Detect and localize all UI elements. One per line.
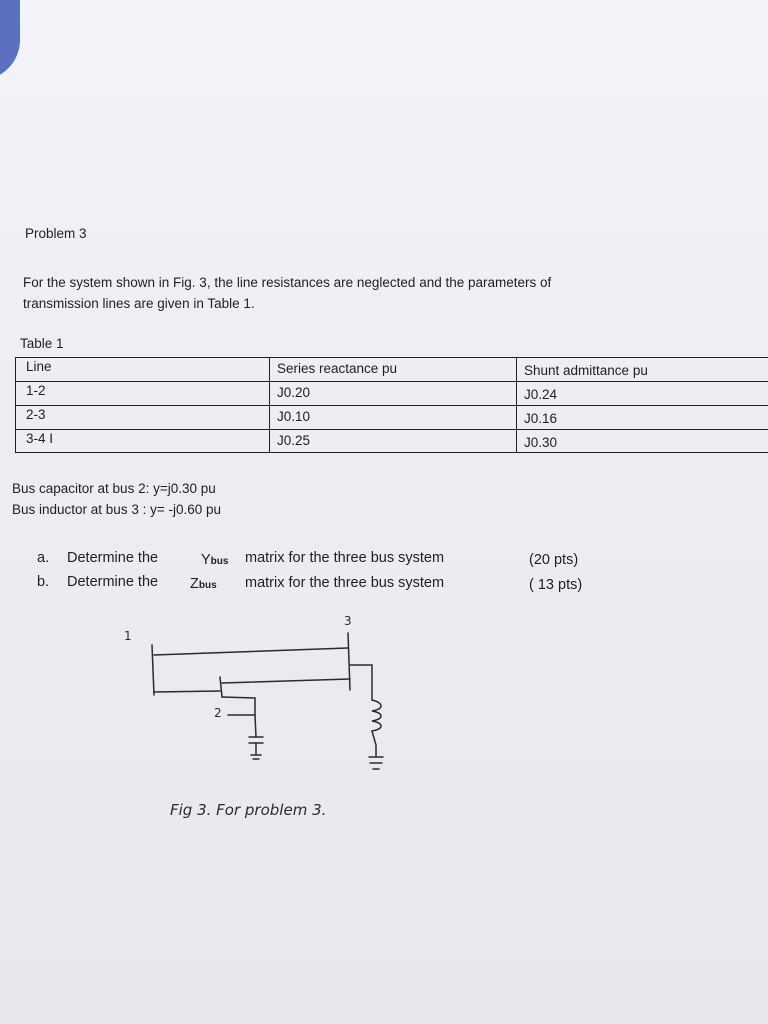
- figure-caption: Fig 3. For problem 3.: [170, 801, 327, 819]
- bus-3-label: 3: [344, 614, 352, 628]
- bus-3-bar: [348, 633, 350, 690]
- table-cell: 3-4 I: [26, 431, 54, 446]
- question-prefix: Determine the: [67, 574, 159, 590]
- thumb-shadow: [0, 0, 20, 80]
- table-cell: 2-3: [26, 407, 46, 422]
- table-header-series: Series reactance pu: [277, 361, 398, 376]
- table-cell: J0.24: [524, 387, 558, 402]
- question-letter: a.: [37, 550, 50, 566]
- table-label: Table 1: [20, 336, 64, 351]
- table-cell: J0.20: [277, 385, 311, 400]
- zbus-subscript: bus: [198, 580, 217, 591]
- problem-intro: [23, 272, 551, 314]
- parameter-table: [15, 357, 768, 453]
- capacitor-lead: [255, 715, 256, 737]
- inductor-ground: [369, 731, 383, 769]
- table-rule: [15, 357, 16, 453]
- table-rule: [516, 357, 517, 453]
- bus-1-bar: [152, 645, 154, 695]
- bus-capacitor-text: Bus capacitor at bus 2: y=j0.30 pu: [12, 481, 216, 496]
- bus-3-feeder: [350, 665, 372, 700]
- table-rule: [15, 357, 768, 358]
- zbus-symbol: Z: [190, 576, 199, 592]
- table-header-shunt: Shunt admittance pu: [524, 363, 648, 378]
- line-1-2: [154, 691, 220, 692]
- table-cell: J0.25: [277, 433, 311, 448]
- question-symbol: [190, 576, 217, 592]
- question-points: (20 pts): [529, 552, 579, 568]
- capacitor-ground: [251, 743, 261, 759]
- question-text: matrix for the three bus system: [245, 550, 445, 566]
- table-cell: 1-2: [26, 383, 46, 398]
- ybus-symbol: Y: [201, 552, 211, 568]
- bus-2-bar: [220, 677, 222, 697]
- bus-2-label: 2: [214, 706, 222, 720]
- question-symbol: [201, 552, 228, 568]
- problem-title: Problem 3: [25, 226, 87, 241]
- line-2-3: [222, 679, 350, 683]
- table-rule: [15, 405, 768, 406]
- system-diagram: [110, 605, 440, 845]
- question-points: ( 13 pts): [529, 577, 583, 593]
- table-cell: J0.30: [524, 435, 558, 450]
- question-text: matrix for the three bus system: [245, 575, 445, 591]
- ybus-subscript: bus: [210, 556, 229, 567]
- intro-line-2: transmission lines are given in Table 1.: [23, 296, 255, 311]
- bus-1-label: 1: [124, 629, 132, 643]
- table-rule: [15, 429, 768, 430]
- capacitor-plates: [249, 737, 263, 743]
- table-rule: [269, 357, 270, 453]
- table-rule: [15, 381, 768, 382]
- inductor-coil: [372, 700, 381, 731]
- question-prefix: Determine the: [67, 550, 159, 566]
- bus-inductor-text: Bus inductor at bus 3 : y= -j0.60 pu: [12, 502, 221, 517]
- table-rule: [15, 452, 768, 453]
- table-cell: J0.10: [277, 409, 311, 424]
- table-cell: J0.16: [524, 411, 558, 426]
- table-header-line: Line: [26, 359, 52, 374]
- question-letter: b.: [37, 574, 50, 590]
- line-1-3: [154, 648, 348, 655]
- bus-2-feeder: [222, 697, 255, 715]
- intro-line-1: For the system shown in Fig. 3, the line resistances are neglected and the parameters of: [23, 275, 552, 290]
